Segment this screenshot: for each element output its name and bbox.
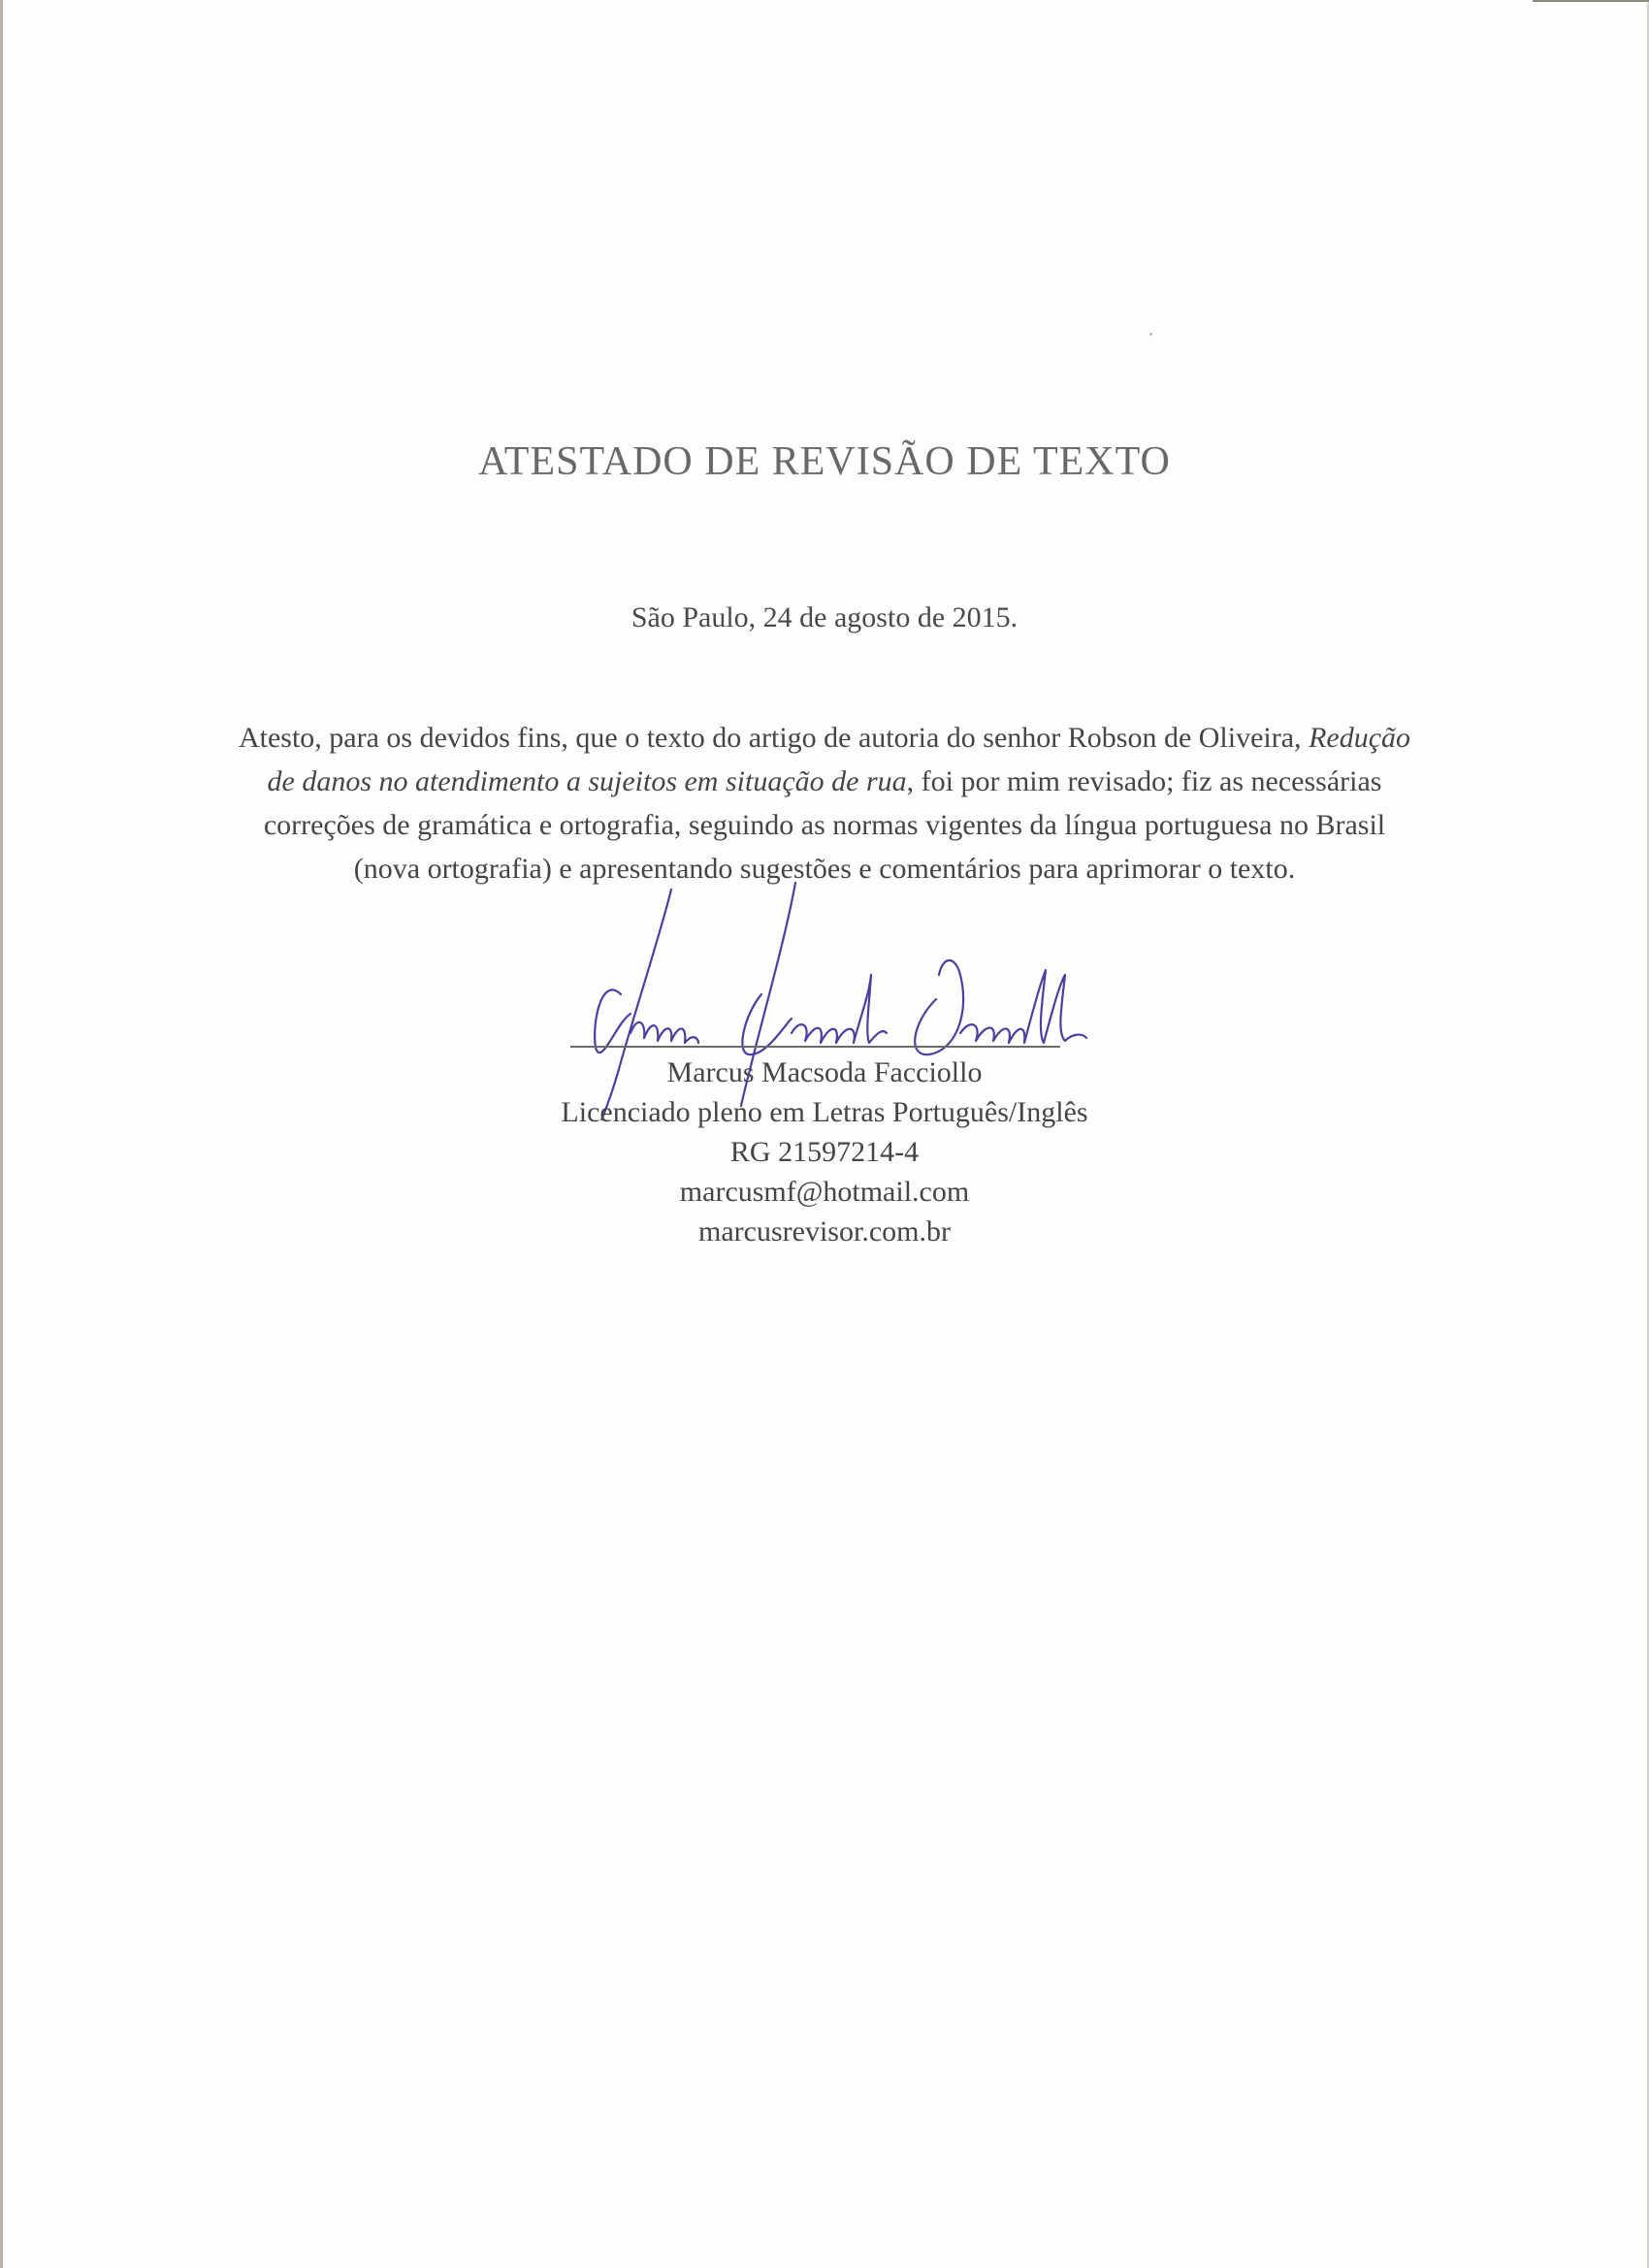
scan-speck: [1149, 333, 1152, 336]
scan-edge-top: [1533, 0, 1649, 2]
date-line: São Paulo, 24 de agosto de 2015.: [630, 601, 1018, 633]
attestation-paragraph: [233, 716, 1416, 891]
signer-email: marcusmf@hotmail.com: [679, 1176, 970, 1208]
signer-website: marcusrevisor.com.br: [698, 1215, 951, 1247]
document-title: ATESTADO DE REVISÃO DE TEXTO: [478, 439, 1171, 484]
signer-qualification: Licenciado pleno em Letras Português/Inglês: [561, 1096, 1088, 1128]
signature-line: [570, 1046, 1060, 1048]
signer-rg: RG 21597214-4: [729, 1136, 920, 1168]
signature-block: [0, 1053, 1649, 1251]
signer-name: Marcus Macsoda Facciollo: [666, 1056, 983, 1088]
article-title: Redução de danos no atendimento a sujeitos em situação de rua: [267, 722, 1411, 797]
attestation-intro: Atesto, para os devidos fins, que o texto do artigo de autoria do senhor Robson de Oliveira,: [238, 722, 1310, 754]
attestation-rest: , foi por mim revisado; fiz as necessárias correções de gramática e ortografia, seguindo as normas vigentes da língua portuguesa no Brasil (nova ortografia) e apresentando sugestões e comentários para aprimorar o texto.: [263, 765, 1386, 885]
